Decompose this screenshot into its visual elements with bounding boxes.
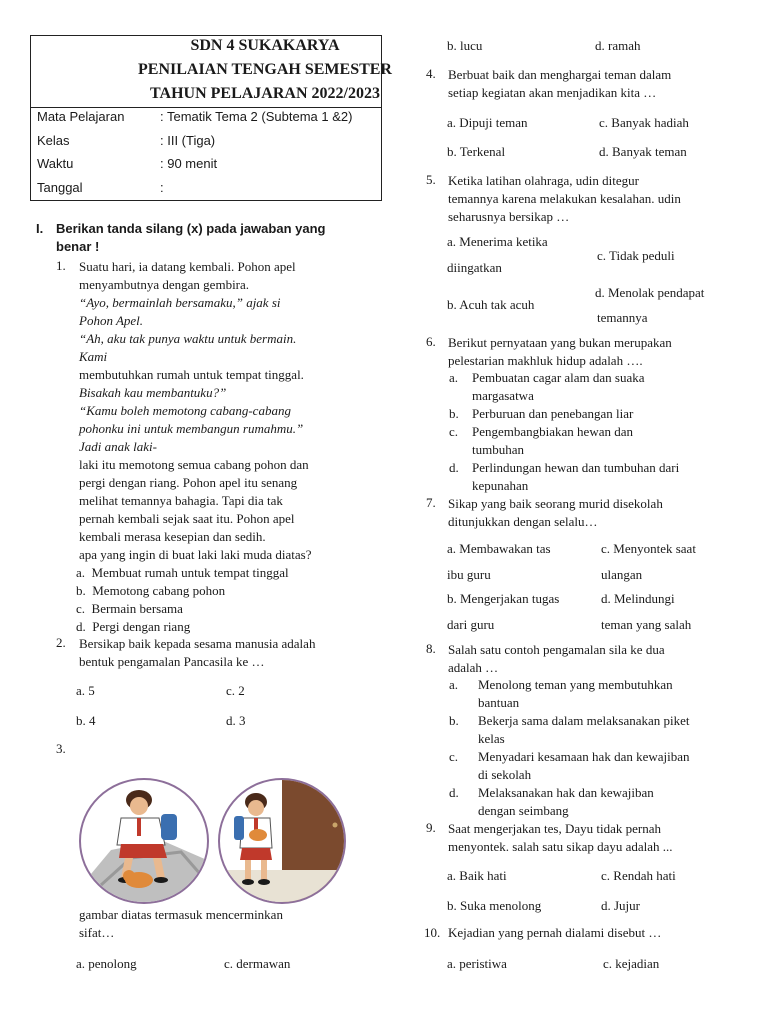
q9-option-a[interactable]: a. Baik hati — [447, 868, 507, 883]
q7-option-c-cont: ulangan — [601, 567, 643, 582]
school-name: SDN 4 SUKAKARYA — [190, 37, 340, 54]
q2-number: 2. — [56, 635, 66, 650]
q10-number: 10. — [424, 925, 441, 940]
q4-option-a[interactable]: a. Dipuji teman — [447, 115, 528, 130]
q3-option-c[interactable]: c. dermawan — [224, 956, 291, 971]
q5-option-d[interactable]: d. Menolak pendapat — [595, 285, 705, 300]
q5-option-c[interactable]: c. Tidak peduli — [597, 248, 675, 263]
q4-option-c[interactable]: c. Banyak hadiah — [599, 115, 689, 130]
q9-option-b[interactable]: b. Suka menolong — [447, 898, 542, 913]
q7-option-a-cont: ibu guru — [447, 567, 491, 582]
q1-line: Jadi anak laki- — [79, 439, 157, 454]
value-subject: : Tematik Tema 2 (Subtema 1 &2) — [160, 109, 353, 124]
q1-option-a[interactable]: a. Membuat rumah untuk tempat tinggal — [76, 565, 289, 580]
q3-number: 3. — [56, 741, 66, 756]
section-number: I. — [36, 221, 44, 236]
value-class: : III (Tiga) — [160, 133, 216, 148]
q6-option-c[interactable]: c. Pengembangbiakan hewan dan — [449, 424, 634, 439]
q1-option-d[interactable]: d. Pergi dengan riang — [76, 619, 191, 634]
q7-option-d[interactable]: d. Melindungi — [601, 591, 675, 606]
q3-option-d[interactable]: d. ramah — [595, 38, 641, 53]
q3-option-b[interactable]: b. lucu — [447, 38, 483, 53]
q7-number: 7. — [426, 495, 436, 510]
q1-line: menyambutnya dengan gembira. — [79, 277, 250, 292]
q1-line: “Ayo, bermainlah bersamaku,” ajak si — [79, 295, 281, 310]
q3-text: gambar diatas termasuk mencerminkan sifat… — [79, 907, 283, 940]
q8-number: 8. — [426, 641, 436, 656]
exam-title: PENILAIAN TENGAH SEMESTER — [138, 61, 392, 78]
q6-option-a[interactable]: a. Pembuatan cagar alam dan suaka — [449, 370, 645, 385]
q6-option-d[interactable]: d. Perlindungan hewan dan tumbuhan dari — [449, 460, 680, 475]
q1-line: Suatu hari, ia datang kembali. Pohon apel — [79, 259, 296, 274]
q1-number: 1. — [56, 258, 66, 273]
label-class: Kelas — [37, 133, 70, 148]
q2-text: Bersikap baik kepada sesama manusia adalah bentuk pengamalan Pancasila ke … — [79, 636, 316, 669]
q1-line: pergi dengan riang. Pohon apel itu senang — [79, 475, 298, 490]
q2-option-a[interactable]: a. 5 — [76, 683, 95, 698]
value-time: : 90 menit — [160, 156, 218, 171]
q4-number: 4. — [426, 66, 436, 81]
q1-text — [79, 258, 312, 564]
q1-line: “Kamu boleh memotong cabang-cabang — [79, 403, 291, 418]
q1-line: pernah kembali sejak saat itu. Pohon apel — [79, 511, 295, 526]
academic-year: TAHUN PELAJARAN 2022/2023 — [150, 85, 380, 102]
q1-line: Kami — [79, 349, 108, 364]
illustration-boy-at-door — [218, 778, 346, 904]
q1-line: “Ah, aku tak punya waktu untuk bermain. — [79, 331, 297, 346]
q5-option-a-cont: diingatkan — [447, 260, 502, 275]
q10-text: Kejadian yang pernah dialami disebut … — [448, 925, 662, 940]
q9-option-c[interactable]: c. Rendah hati — [601, 868, 676, 883]
label-subject: Mata Pelajaran — [37, 109, 125, 124]
q5-option-a[interactable]: a. Menerima ketika — [447, 234, 548, 249]
q4-option-b[interactable]: b. Terkenal — [447, 144, 506, 159]
q1-line: pohonku ini untuk membangun rumahmu.” — [79, 421, 304, 436]
q1-line: Bisakah kau membantuku?” — [79, 385, 227, 400]
q1-line: laki itu memotong semua cabang pohon dan — [79, 457, 309, 472]
q9-number: 9. — [426, 820, 436, 835]
q9-text: Saat mengerjakan tes, Dayu tidak pernah menyontek. salah satu sikap dayu adalah ... — [448, 821, 673, 854]
q7-option-d-cont: teman yang salah — [601, 617, 692, 632]
header-divider — [30, 107, 382, 108]
label-date: Tanggal — [37, 180, 83, 195]
q1-line: apa yang ingin di buat laki laki muda diatas? — [79, 547, 312, 562]
q1-option-b[interactable]: b. Memotong cabang pohon — [76, 583, 226, 598]
q2-option-c[interactable]: c. 2 — [226, 683, 245, 698]
q9-option-d[interactable]: d. Jujur — [601, 898, 640, 913]
q8-option-b[interactable]: b. Bekerja sama dalam melaksanakan piket — [449, 713, 690, 728]
q3-option-a[interactable]: a. penolong — [76, 956, 137, 971]
q5-option-b[interactable]: b. Acuh tak acuh — [447, 297, 535, 312]
q1-line: membutuhkan rumah untuk tempat tinggal. — [79, 367, 304, 382]
q6-number: 6. — [426, 334, 436, 349]
q1-line: melihat temannya bahagia. Tapi dia tak — [79, 493, 283, 508]
q4-text: Berbuat baik dan menghargai teman dalam setiap kegiatan akan menjadikan kita … — [448, 67, 672, 100]
section-instruction-line1: Berikan tanda silang (x) pada jawaban yang — [56, 221, 326, 236]
q1-line: kembali merasa kesepian dan sedih. — [79, 529, 266, 544]
value-date: : — [160, 180, 164, 195]
q8-text: Salah satu contoh pengamalan sila ke dua adalah … — [448, 642, 665, 675]
q7-option-a[interactable]: a. Membawakan tas — [447, 541, 551, 556]
q7-text: Sikap yang baik seorang murid disekolah ditunjukkan dengan selalu… — [448, 496, 663, 529]
q1-option-c[interactable]: c. Bermain bersama — [76, 601, 183, 616]
q2-option-d[interactable]: d. 3 — [226, 713, 246, 728]
q7-option-c[interactable]: c. Menyontek saat — [601, 541, 696, 556]
q6-option-b[interactable]: b. Perburuan dan penebangan liar — [449, 406, 634, 421]
q8-option-d[interactable]: d. Melaksanakan hak dan kewajiban — [449, 785, 654, 800]
q6-text: Berikut pernyataan yang bukan merupakan pelestarian makhluk hidup adalah …. — [448, 335, 672, 368]
q10-option-c[interactable]: c. kejadian — [603, 956, 660, 971]
q6-options: a. Pembuatan cagar alam dan suaka margasatwa b. Perburuan dan penebangan liar c. Pengembangbiakan hewan dan tumbuhan d. Perlindungan hewan dan tumbuhan dari kepunahan — [449, 370, 680, 493]
q2-option-b[interactable]: b. 4 — [76, 713, 96, 728]
section-instruction-line2: benar ! — [56, 239, 100, 254]
q5-option-d-cont: temannya — [597, 310, 648, 325]
q8-option-a[interactable]: a. Menolong teman yang membutuhkan — [449, 677, 673, 692]
label-time: Waktu — [37, 156, 74, 171]
q7-option-b[interactable]: b. Mengerjakan tugas — [447, 591, 560, 606]
q1-line: Pohon Apel. — [79, 313, 144, 328]
q7-option-b-cont: dari guru — [447, 617, 495, 632]
q8-options: a. Menolong teman yang membutuhkan bantuan b. Bekerja sama dalam melaksanakan piket kelas c. Menyadari kesamaan hak dan kewajiban di sekolah d. Melaksanakan hak dan kewajiban dengan seimbang — [449, 677, 690, 818]
q5-text: Ketika latihan olahraga, udin ditegur temannya karena melakukan kesalahan. udin seharusnya bersikap … — [448, 173, 681, 224]
q5-number: 5. — [426, 172, 436, 187]
q1-options — [76, 564, 289, 636]
q4-option-d[interactable]: d. Banyak teman — [599, 144, 687, 159]
q8-option-c[interactable]: c. Menyadari kesamaan hak dan kewajiban — [449, 749, 690, 764]
illustration-helping-cat — [79, 778, 209, 904]
q10-option-a[interactable]: a. peristiwa — [447, 956, 507, 971]
